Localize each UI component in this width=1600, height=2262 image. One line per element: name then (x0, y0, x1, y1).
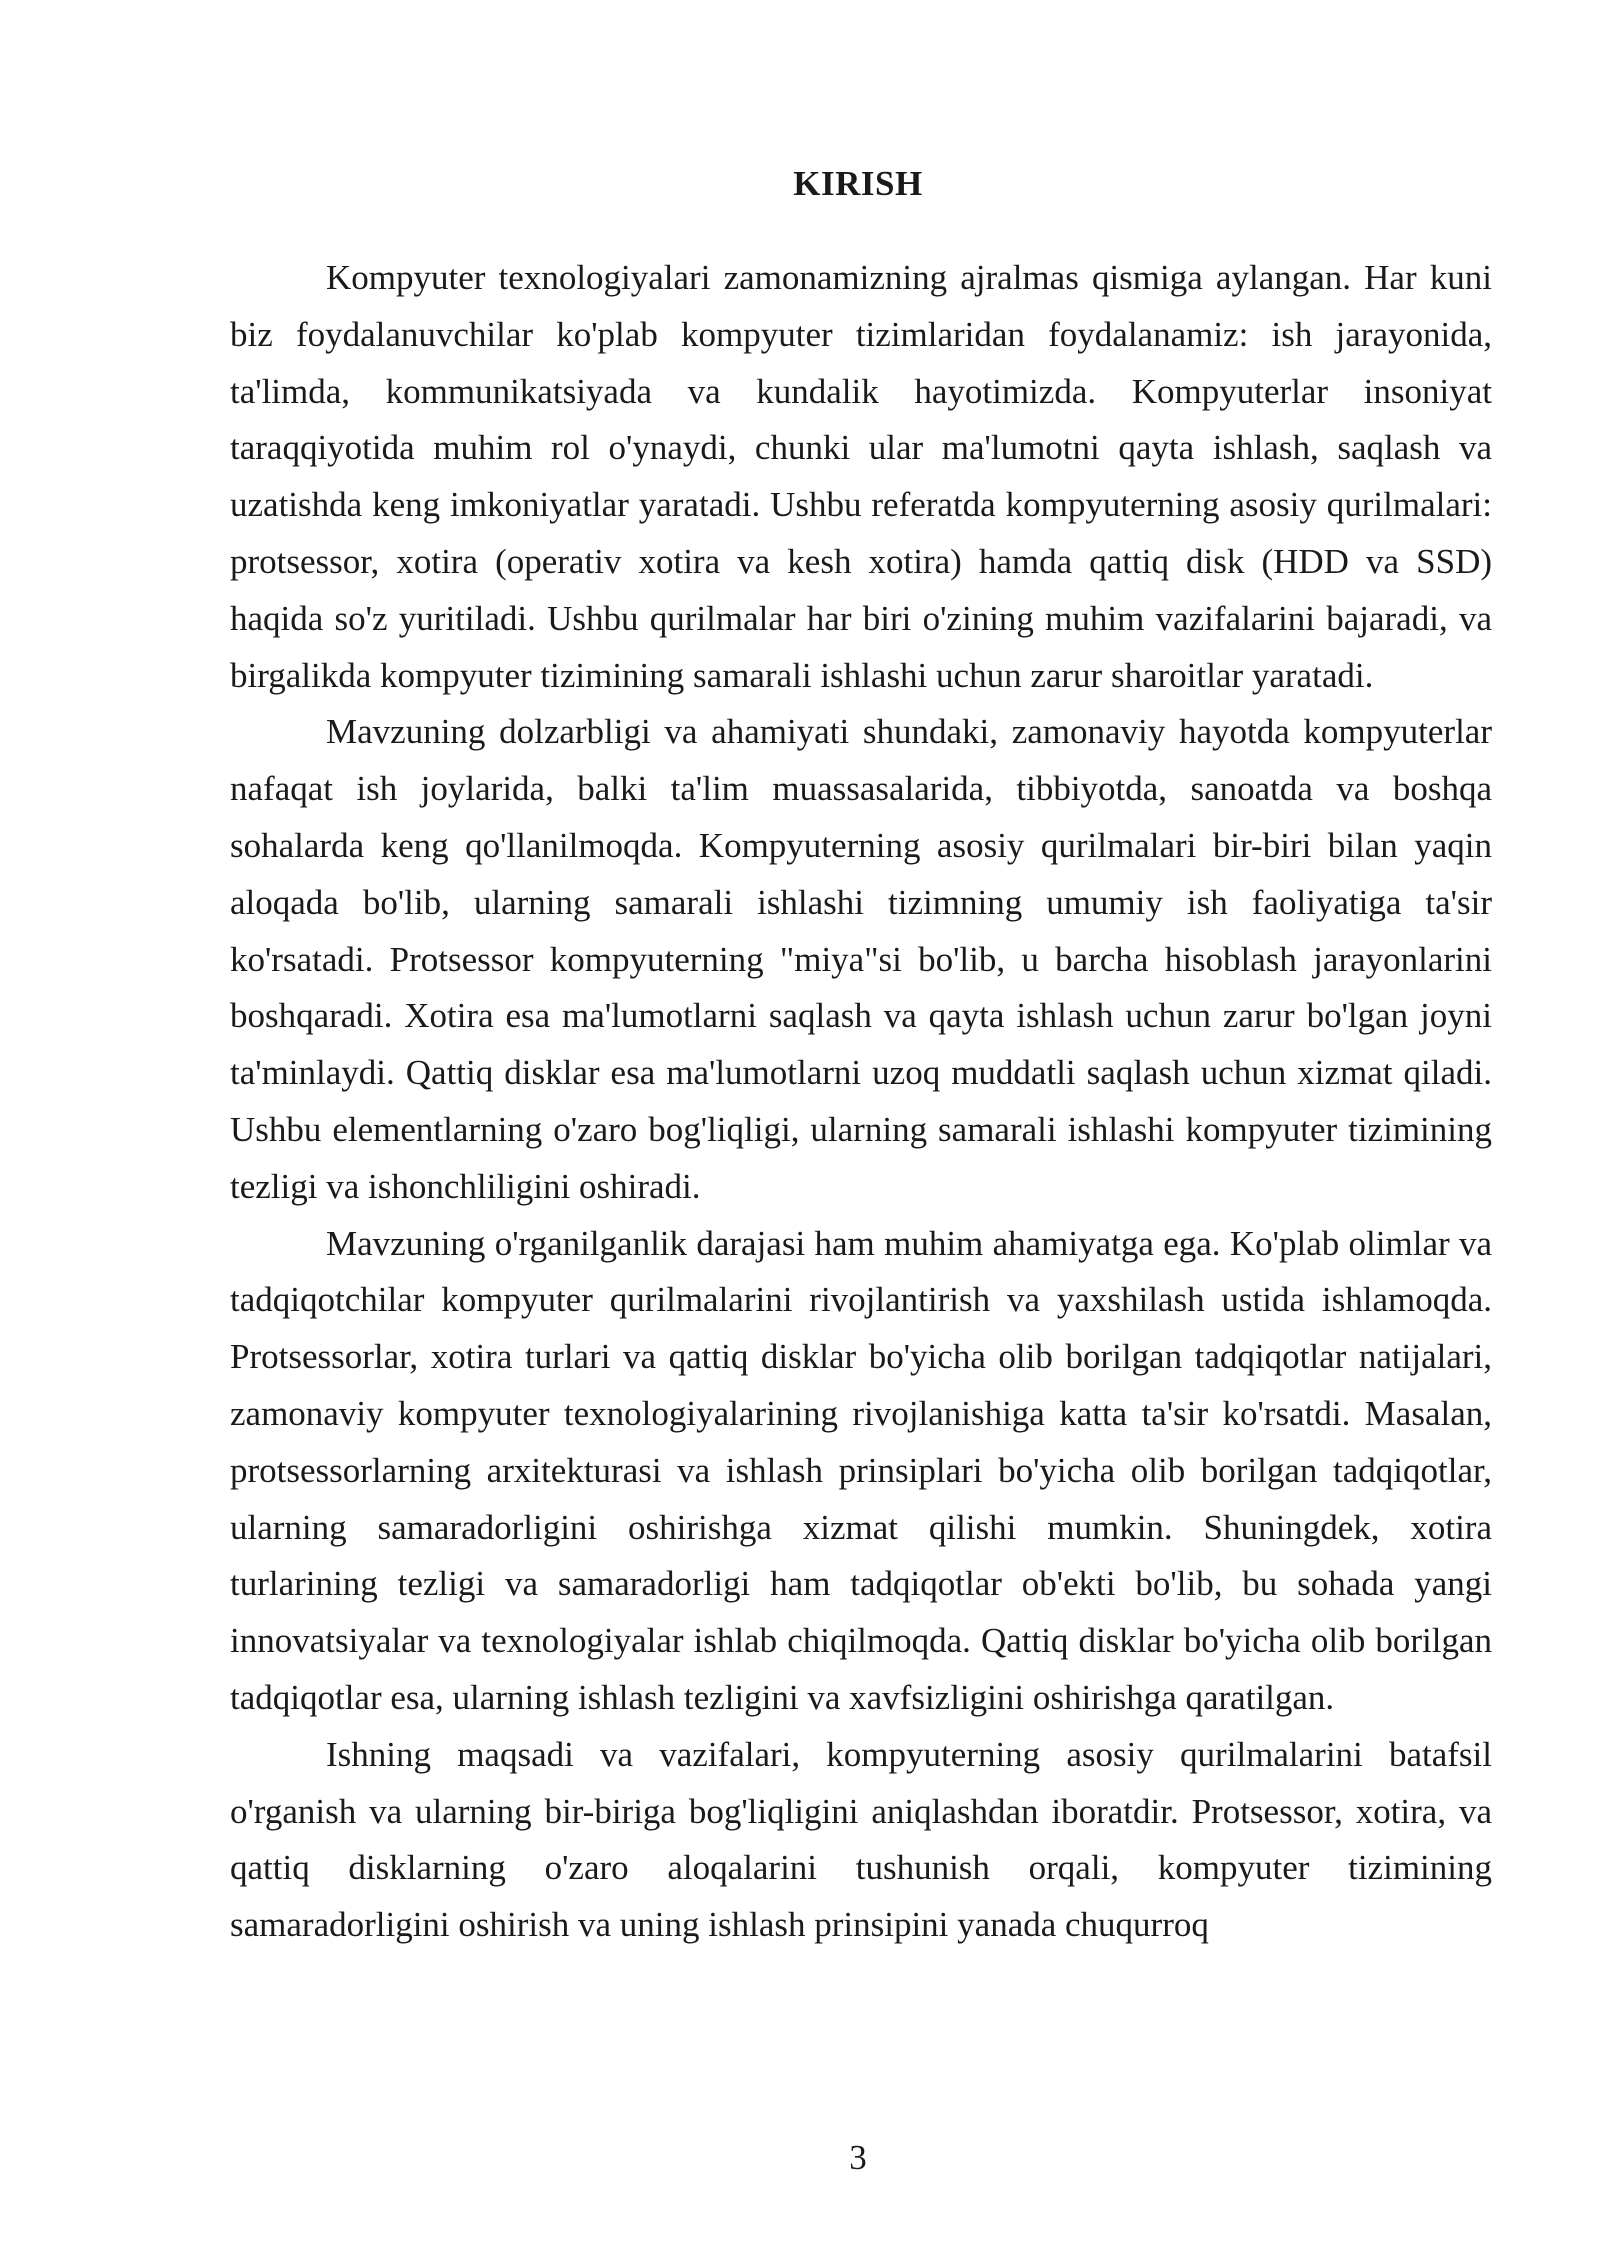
paragraph-2: Mavzuning dolzarbligi va ahamiyati shundaki, zamonaviy hayotda kompyuterlar nafaqat ish joylarida, balki ta'lim muassasalarida, tibbiyotda, sanoatda va boshqa sohalarda keng qo'llanilmoqda. Kompyuterning asosiy qurilmalari bir-biri bilan yaqin aloqada bo'lib, ularning samarali ishlashi tizimning umumiy ish faoliyatiga ta'sir ko'rsatadi. Protsessor kompyuterning "miya"si bo'lib, u barcha hisoblash jarayonlarini boshqaradi. Xotira esa ma'lumotlarni saqlash va qayta ishlash uchun zarur bo'lgan joyni ta'minlaydi. Qattiq disklar esa ma'lumotlarni uzoq muddatli saqlash uchun xizmat qiladi. Ushbu elementlarning o'zaro bog'liqligi, ularning samarali ishlashi kompyuter tizimining tezligi va ishonchliligini oshiradi. (230, 712, 1492, 1206)
page-number: 3 (849, 2138, 867, 2177)
paragraph-3: Mavzuning o'rganilganlik darajasi ham muhim ahamiyatga ega. Ko'plab olimlar va tadqiqotchilar kompyuter qurilmalarini rivojlantirish va yaxshilash ustida ishlamoqda. Protsessorlar, xotira turlari va qattiq disklar bo'yicha olib borilgan tadqiqotlar natijalari, zamonaviy kompyuter texnologiyalarining rivojlanishiga katta ta'sir ko'rsatdi. Masalan, protsessorlarning arxitekturasi va ishlash prinsiplari bo'yicha olib borilgan tadqiqotlar, ularning samaradorligini oshirishga xizmat qilishi mumkin. Shuningdek, xotira turlarining tezligi va samaradorligi ham tadqiqotlar ob'ekti bo'lib, bu sohada yangi innovatsiyalar va texnologiyalar ishlab chiqilmoqda. Qattiq disklar bo'yicha olib borilgan tadqiqotlar esa, ularning ishlash tezligini va xavfsizligini oshirishga qaratilgan. (230, 1223, 1492, 1717)
body-text (230, 250, 1492, 1954)
paragraph-4: Ishning maqsadi va vazifalari, kompyuterning asosiy qurilmalarini batafsil o'rganish va ularning bir-biriga bog'liqligini aniqlashdan iboratdir. Protsessor, xotira, va qattiq disklarning o'zaro aloqalarini tushunish orqali, kompyuter tizimining samaradorligini oshirish va uning ishlash prinsipini yanada chuqurroq (230, 1734, 1492, 1945)
section-title: KIRISH (793, 164, 923, 203)
paragraph-1: Kompyuter texnologiyalari zamonamizning ajralmas qismiga aylangan. Har kuni biz foydalanuvchilar ko'plab kompyuter tizimlaridan foydalanamiz: ish jarayonida, ta'limda, kommunikatsiyada va kundalik hayotimizda. Kompyuterlar insoniyat taraqqiyotida muhim rol o'ynaydi, chunki ular ma'lumotni qayta ishlash, saqlash va uzatishda keng imkoniyatlar yaratadi. Ushbu referatda kompyuterning asosiy qurilmalari: protsessor, xotira (operativ xotira va kesh xotira) hamda qattiq disk (HDD va SSD) haqida so'z yuritiladi. Ushbu qurilmalar har biri o'zining muhim vazifalarini bajaradi, va birgalikda kompyuter tizimining samarali ishlashi uchun zarur sharoitlar yaratadi. (230, 258, 1492, 695)
